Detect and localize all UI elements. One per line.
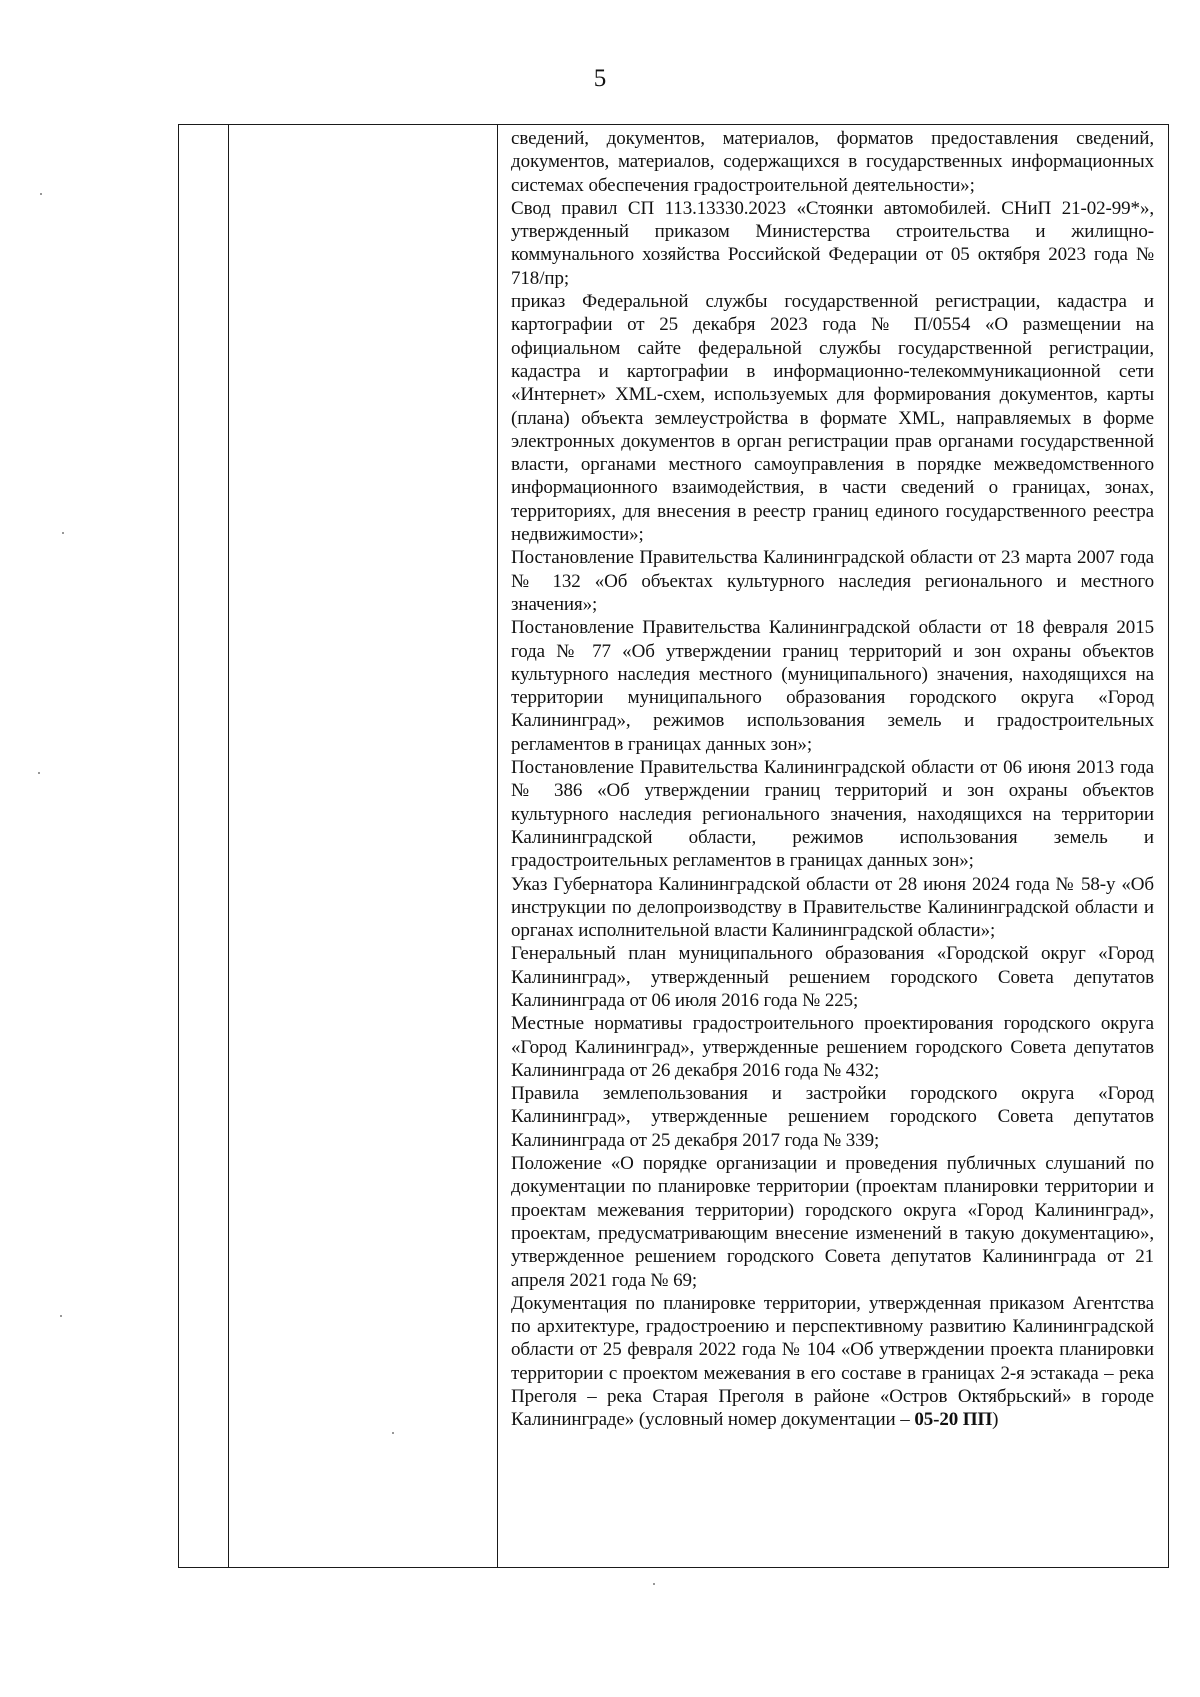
scan-speck (38, 772, 40, 774)
paragraph: Постановление Правительства Калининградской области от 06 июня 2013 года № 386 «Об утверждении границ территорий и зон охраны объектов культурного наследия регионального значения, находящихся на территории Калининградской области, режимов использования земель и градостроительных регламентов в границах данных зон»; (511, 757, 1154, 872)
paragraph: Указ Губернатора Калининградской области от 28 июня 2024 года № 58-у «Об инструкции по делопроизводству в Правительстве Калининградской области и органах исполнительной власти Калининградской области»; (511, 873, 1154, 942)
paragraph: приказ Федеральной службы государственной регистрации, кадастра и картографии от 25 декабря 2023 года № П/0554 «О размещении на официальном сайте федеральной службы государственной регистрации, кадастра и картографии в информационно-телекоммуникационной сети «Интернет» XML-схем, используемых для формирования документов, карты (плана) объекта землеустройства в формате XML, направляемых в форме электронных документов в орган регистрации прав органами государственной власти, органами местного самоуправления в порядке межведомственного информационного взаимодействия, в части сведений о границах, зонах, территориях, для внесения в реестр границ единого государственного реестра недвижимости»; (511, 291, 1154, 546)
paragraph: Положение «О порядке организации и проведения публичных слушаний по документации по планировке территории (проектам планировки территории и проектам межевания территории) городского округа «Город Калининград», проектам, предусматривающим внесение изменений в такую документацию», утвержденное решением городского Совета депутатов Калининграда от 21 апреля 2021 года № 69; (511, 1153, 1154, 1291)
paragraph: Постановление Правительства Калининградской области от 23 марта 2007 года № 132 «Об объектах культурного наследия регионального и местного значения»; (511, 547, 1154, 615)
documentation-number: 05-20 ПП (914, 1409, 993, 1431)
number-cell (179, 125, 229, 1568)
paragraph: сведений, документов, материалов, форматов предоставления сведений, документов, материалов, содержащихся в государственных информационных системах обеспечения градостроительной деятельности»; (511, 128, 1154, 196)
page-number: 5 (593, 65, 607, 92)
scan-speck (392, 1432, 394, 1434)
scan-speck (40, 193, 42, 195)
paragraph: Правила землепользования и застройки городского округа «Город Калининград», утвержденные решением городского Совета депутатов Калининграда от 25 декабря 2017 года № 339; (511, 1083, 1154, 1151)
name-cell (229, 125, 498, 1568)
scan-speck (60, 1315, 62, 1317)
paragraph-last-text: Документация по планировке территории, утвержденная приказом Агентства по архитектуре, градостроению и перспективному развитию Калининградской области от 25 февраля 2022 года № 104 «Об утверждении проекта планировки территории с проектом межевания в его составе в границах 2-я эстакада – река Преголя – река Старая Преголя в районе «Остров Октябрьский» в городе Калининграде» (условный номер документации – (511, 1292, 1154, 1431)
paragraph: Постановление Правительства Калининградской области от 18 февраля 2015 года № 77 «Об утверждении границ территорий и зон охраны объектов культурного наследия местного (муниципального) значения, находящихся на территории муниципального образования городского округа «Город Калининград», режимов использования земель и градостроительных регламентов в границах данных зон»; (511, 617, 1154, 755)
paragraph-last (511, 1292, 1154, 1432)
document-table (178, 124, 1169, 1568)
paragraph: Генеральный план муниципального образования «Городской округ «Город Калининград», утвержденный решением городского Совета депутатов Калининграда от 06 июля 2016 года № 225; (511, 943, 1154, 1011)
scan-speck (653, 1583, 655, 1585)
paragraph: Свод правил СП 113.13330.2023 «Стоянки автомобилей. СНиП 21-02-99*», утвержденный приказом Министерства строительства и жилищно-коммунального хозяйства Российской Федерации от 05 октября 2023 года № 718/пр; (511, 197, 1154, 289)
scan-speck (62, 532, 64, 534)
content-cell (498, 125, 1169, 1568)
paragraph: Местные нормативы градостроительного проектирования городского округа «Город Калининград», утвержденные решением городского Совета депутатов Калининграда от 26 декабря 2016 года № 432; (511, 1013, 1154, 1081)
table-row (179, 125, 1169, 1568)
closing-bracket: ) (992, 1409, 999, 1431)
